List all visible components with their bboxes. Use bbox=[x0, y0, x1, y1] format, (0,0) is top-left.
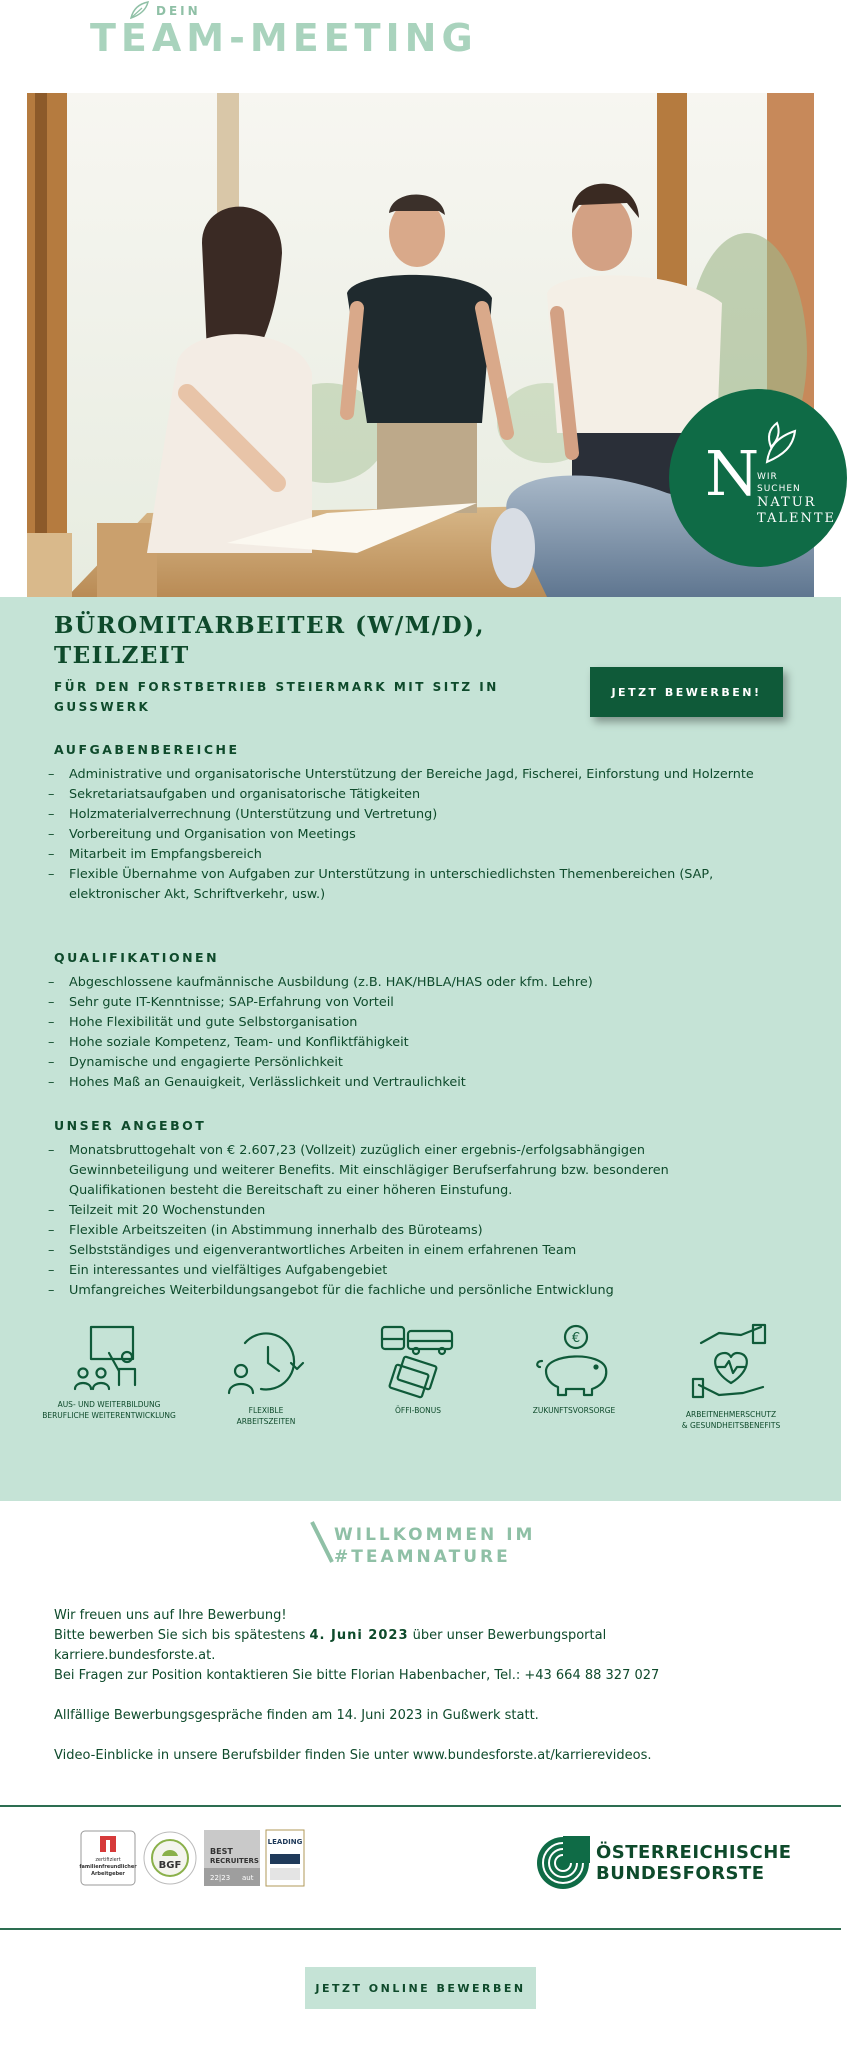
transport-icon bbox=[378, 1323, 458, 1399]
list-item: – Mitarbeit im Empfangsbereich bbox=[48, 845, 768, 865]
training-icon bbox=[69, 1323, 149, 1393]
list-item: – Hohes Maß an Genauigkeit, Verlässlichkeit und Vertraulichkeit bbox=[48, 1073, 768, 1093]
leading-employers-icon bbox=[266, 1830, 304, 1886]
job-title bbox=[54, 611, 534, 671]
best-recruiters-seal bbox=[204, 1830, 260, 1886]
familienfreundlicher-arbeitgeber-seal bbox=[80, 1830, 136, 1886]
oesterreichische-bundesforste-logo bbox=[536, 1836, 792, 1892]
contact-text: Bei Fragen zur Position kontaktieren Sie bitte Florian Habenbacher, Tel.: +43 664 88 327 027 bbox=[54, 1668, 660, 1683]
cert-text: Arbeitgeber bbox=[91, 1871, 125, 1877]
benefit-label-line: FLEXIBLE bbox=[248, 1406, 284, 1415]
benefit-training bbox=[34, 1323, 184, 1421]
apply-online-button[interactable]: JETZT ONLINE BEWERBEN bbox=[305, 1967, 536, 2009]
offer-heading: UNSER ANGEBOT bbox=[54, 1118, 207, 1133]
cert-text: BEST bbox=[210, 1847, 233, 1856]
benefit-label-line: ZUKUNFTSVORSORGE bbox=[532, 1406, 616, 1415]
bgf-seal bbox=[142, 1830, 198, 1886]
job-title-line-2: TEILZEIT bbox=[54, 642, 190, 669]
badge-text-bottom bbox=[757, 495, 836, 527]
badge-text-top bbox=[757, 471, 801, 495]
header-pre-title: DEIN bbox=[156, 4, 201, 18]
bundesforste-logo-icon bbox=[536, 1836, 590, 1890]
logo-line-1: ÖSTERREICHISCHE bbox=[596, 1842, 792, 1863]
benefit-health bbox=[656, 1323, 806, 1431]
job-subtitle: FÜR DEN FORSTBETRIEB STEIERMARK MIT SITZ IN GUSSWERK bbox=[54, 680, 499, 714]
job-details-panel bbox=[0, 597, 841, 1501]
header-title: TEAM-MEETING bbox=[90, 16, 478, 60]
portal-link[interactable]: karriere.bundesforste.at. bbox=[54, 1648, 216, 1663]
list-item: – Holzmaterialverrechnung (Unterstützung und Vertretung) bbox=[48, 805, 768, 825]
certificate-badge-icon bbox=[80, 1830, 136, 1886]
logo-line-2: BUNDESFORSTE bbox=[596, 1863, 765, 1884]
benefit-label bbox=[499, 1405, 649, 1416]
badge-line-natur: NATUR bbox=[757, 495, 817, 510]
benefit-label bbox=[34, 1399, 184, 1421]
benefit-label bbox=[656, 1409, 806, 1431]
list-item: – Dynamische und engagierte Persönlichkeit bbox=[48, 1053, 768, 1073]
cert-text: LEADING bbox=[267, 1838, 303, 1846]
list-item: – Flexible Übernahme von Aufgaben zur Unterstützung in unterschiedlichsten Themenbereichen (SAP, elektronischer Akt, Schriftverkehr, usw.) bbox=[48, 865, 768, 905]
list-item: – Selbstständiges und eigenverantwortliches Arbeiten in einem erfahrenen Team bbox=[48, 1241, 768, 1261]
deadline-text bbox=[54, 1626, 814, 1646]
list-item: – Umfangreiches Weiterbildungsangebot für die fachliche und persönliche Entwicklung bbox=[48, 1281, 768, 1301]
svg-text:€: € bbox=[571, 1331, 581, 1346]
greeting-text: Wir freuen uns auf Ihre Bewerbung! bbox=[54, 1608, 287, 1623]
benefit-label-line: ÖFFI-BONUS bbox=[395, 1406, 441, 1415]
benefit-label bbox=[343, 1405, 493, 1416]
badge-line-suchen: SUCHEN bbox=[757, 484, 801, 494]
hero-photo bbox=[27, 93, 837, 597]
welcome-line-1: WILLKOMMEN IM bbox=[334, 1525, 536, 1545]
list-item: – Abgeschlossene kaufmännische Ausbildung (z.B. HAK/HBLA/HAS oder kfm. Lehre) bbox=[48, 973, 768, 993]
benefit-label-line: ARBEITNEHMERSCHUTZ bbox=[685, 1410, 777, 1419]
list-item: – Hohe soziale Kompetenz, Team- und Konfliktfähigkeit bbox=[48, 1033, 768, 1053]
logo-text bbox=[596, 1842, 792, 1884]
video-info: Video-Einblicke in unsere Berufsbilder finden Sie unter www.bundesforste.at/karrierevideos. bbox=[54, 1748, 652, 1763]
tasks-list bbox=[48, 765, 768, 905]
benefit-label-line: & GESUNDHEITSBENEFITS bbox=[681, 1421, 781, 1430]
leading-employers-seal bbox=[266, 1830, 304, 1886]
application-info bbox=[54, 1606, 814, 1686]
list-item: – Administrative und organisatorische Unterstützung der Bereiche Jagd, Fischerei, Einforstung und Holzernte bbox=[48, 765, 768, 785]
badge-line-wir: WIR bbox=[757, 472, 778, 482]
welcome-text bbox=[334, 1524, 634, 1568]
qualifications-list bbox=[48, 973, 768, 1093]
list-item: – Ein interessantes und vielfältiges Aufgabengebiet bbox=[48, 1261, 768, 1281]
badge-letter: N bbox=[705, 437, 760, 510]
list-item: – Monatsbruttogehalt von € 2.607,23 (Vollzeit) zuzüglich einer ergebnis-/erfolgsabhängigen Gewinnbeteiligung und weiterer Benefits. Mit einschlägiger Berufserfahrung bzw. besonderen Qualifikationen besteht die Bereitschaft zu einer höheren Einstufung. bbox=[48, 1141, 768, 1201]
deadline-date: 4. Juni 2023 bbox=[309, 1628, 409, 1643]
list-item: – Vorbereitung und Organisation von Meetings bbox=[48, 825, 768, 845]
badge-line-talente: TALENTE bbox=[757, 511, 837, 526]
best-recruiters-icon bbox=[204, 1830, 260, 1886]
benefit-label-line: AUS- UND WEITERBILDUNG bbox=[57, 1400, 161, 1409]
divider bbox=[0, 1928, 841, 1930]
cert-text: RECRUITERS bbox=[210, 1857, 259, 1865]
list-item: – Flexible Arbeitszeiten (in Abstimmung innerhalb des Büroteams) bbox=[48, 1221, 768, 1241]
list-item: – Sehr gute IT-Kenntnisse; SAP-Erfahrung von Vorteil bbox=[48, 993, 768, 1013]
clock-icon bbox=[221, 1323, 311, 1399]
qualifications-heading: QUALIFIKATIONEN bbox=[54, 950, 220, 965]
cert-text: familienfreundlicher bbox=[79, 1864, 137, 1870]
benefit-public-transport bbox=[343, 1323, 493, 1416]
benefit-flexible-hours bbox=[191, 1323, 341, 1427]
cert-text: BGF bbox=[158, 1860, 182, 1871]
benefit-label-line: BERUFLICHE WEITERENTWICKLUNG bbox=[42, 1411, 176, 1420]
list-item: – Hohe Flexibilität und gute Selbstorganisation bbox=[48, 1013, 768, 1033]
health-hands-icon bbox=[691, 1323, 771, 1403]
leaf-icon bbox=[757, 417, 807, 467]
benefit-pension bbox=[499, 1323, 649, 1416]
list-item: – Teilzeit mit 20 Wochenstunden bbox=[48, 1201, 768, 1221]
cert-text: zertifiziert bbox=[95, 1857, 121, 1863]
header bbox=[0, 0, 841, 93]
job-title-line-1: BÜROMITARBEITER (W/M/D), bbox=[54, 612, 485, 639]
interview-info: Allfällige Bewerbungsgespräche finden am 14. Juni 2023 in Gußwerk statt. bbox=[54, 1708, 539, 1723]
wir-suchen-naturtalente-badge bbox=[669, 389, 847, 567]
benefit-label bbox=[191, 1405, 341, 1427]
divider bbox=[0, 1805, 841, 1807]
slash-icon bbox=[310, 1520, 336, 1564]
list-item: – Sekretariatsaufgaben und organisatorische Tätigkeiten bbox=[48, 785, 768, 805]
offer-list bbox=[48, 1141, 768, 1301]
welcome-line-2: #TEAMNATURE bbox=[334, 1547, 511, 1567]
cert-text: 22|23 bbox=[210, 1874, 231, 1882]
piggy-bank-icon bbox=[532, 1323, 616, 1399]
deadline-pre: Bitte bewerben Sie sich bis spätestens bbox=[54, 1628, 310, 1643]
tasks-heading: AUFGABENBEREICHE bbox=[54, 742, 240, 757]
apply-now-button[interactable]: JETZT BEWERBEN! bbox=[590, 667, 783, 717]
bgf-seal-icon bbox=[142, 1830, 198, 1886]
benefit-label-line: ARBEITSZEITEN bbox=[236, 1417, 296, 1426]
deadline-post: über unser Bewerbungsportal bbox=[408, 1628, 607, 1643]
cert-text: aut bbox=[242, 1874, 254, 1882]
